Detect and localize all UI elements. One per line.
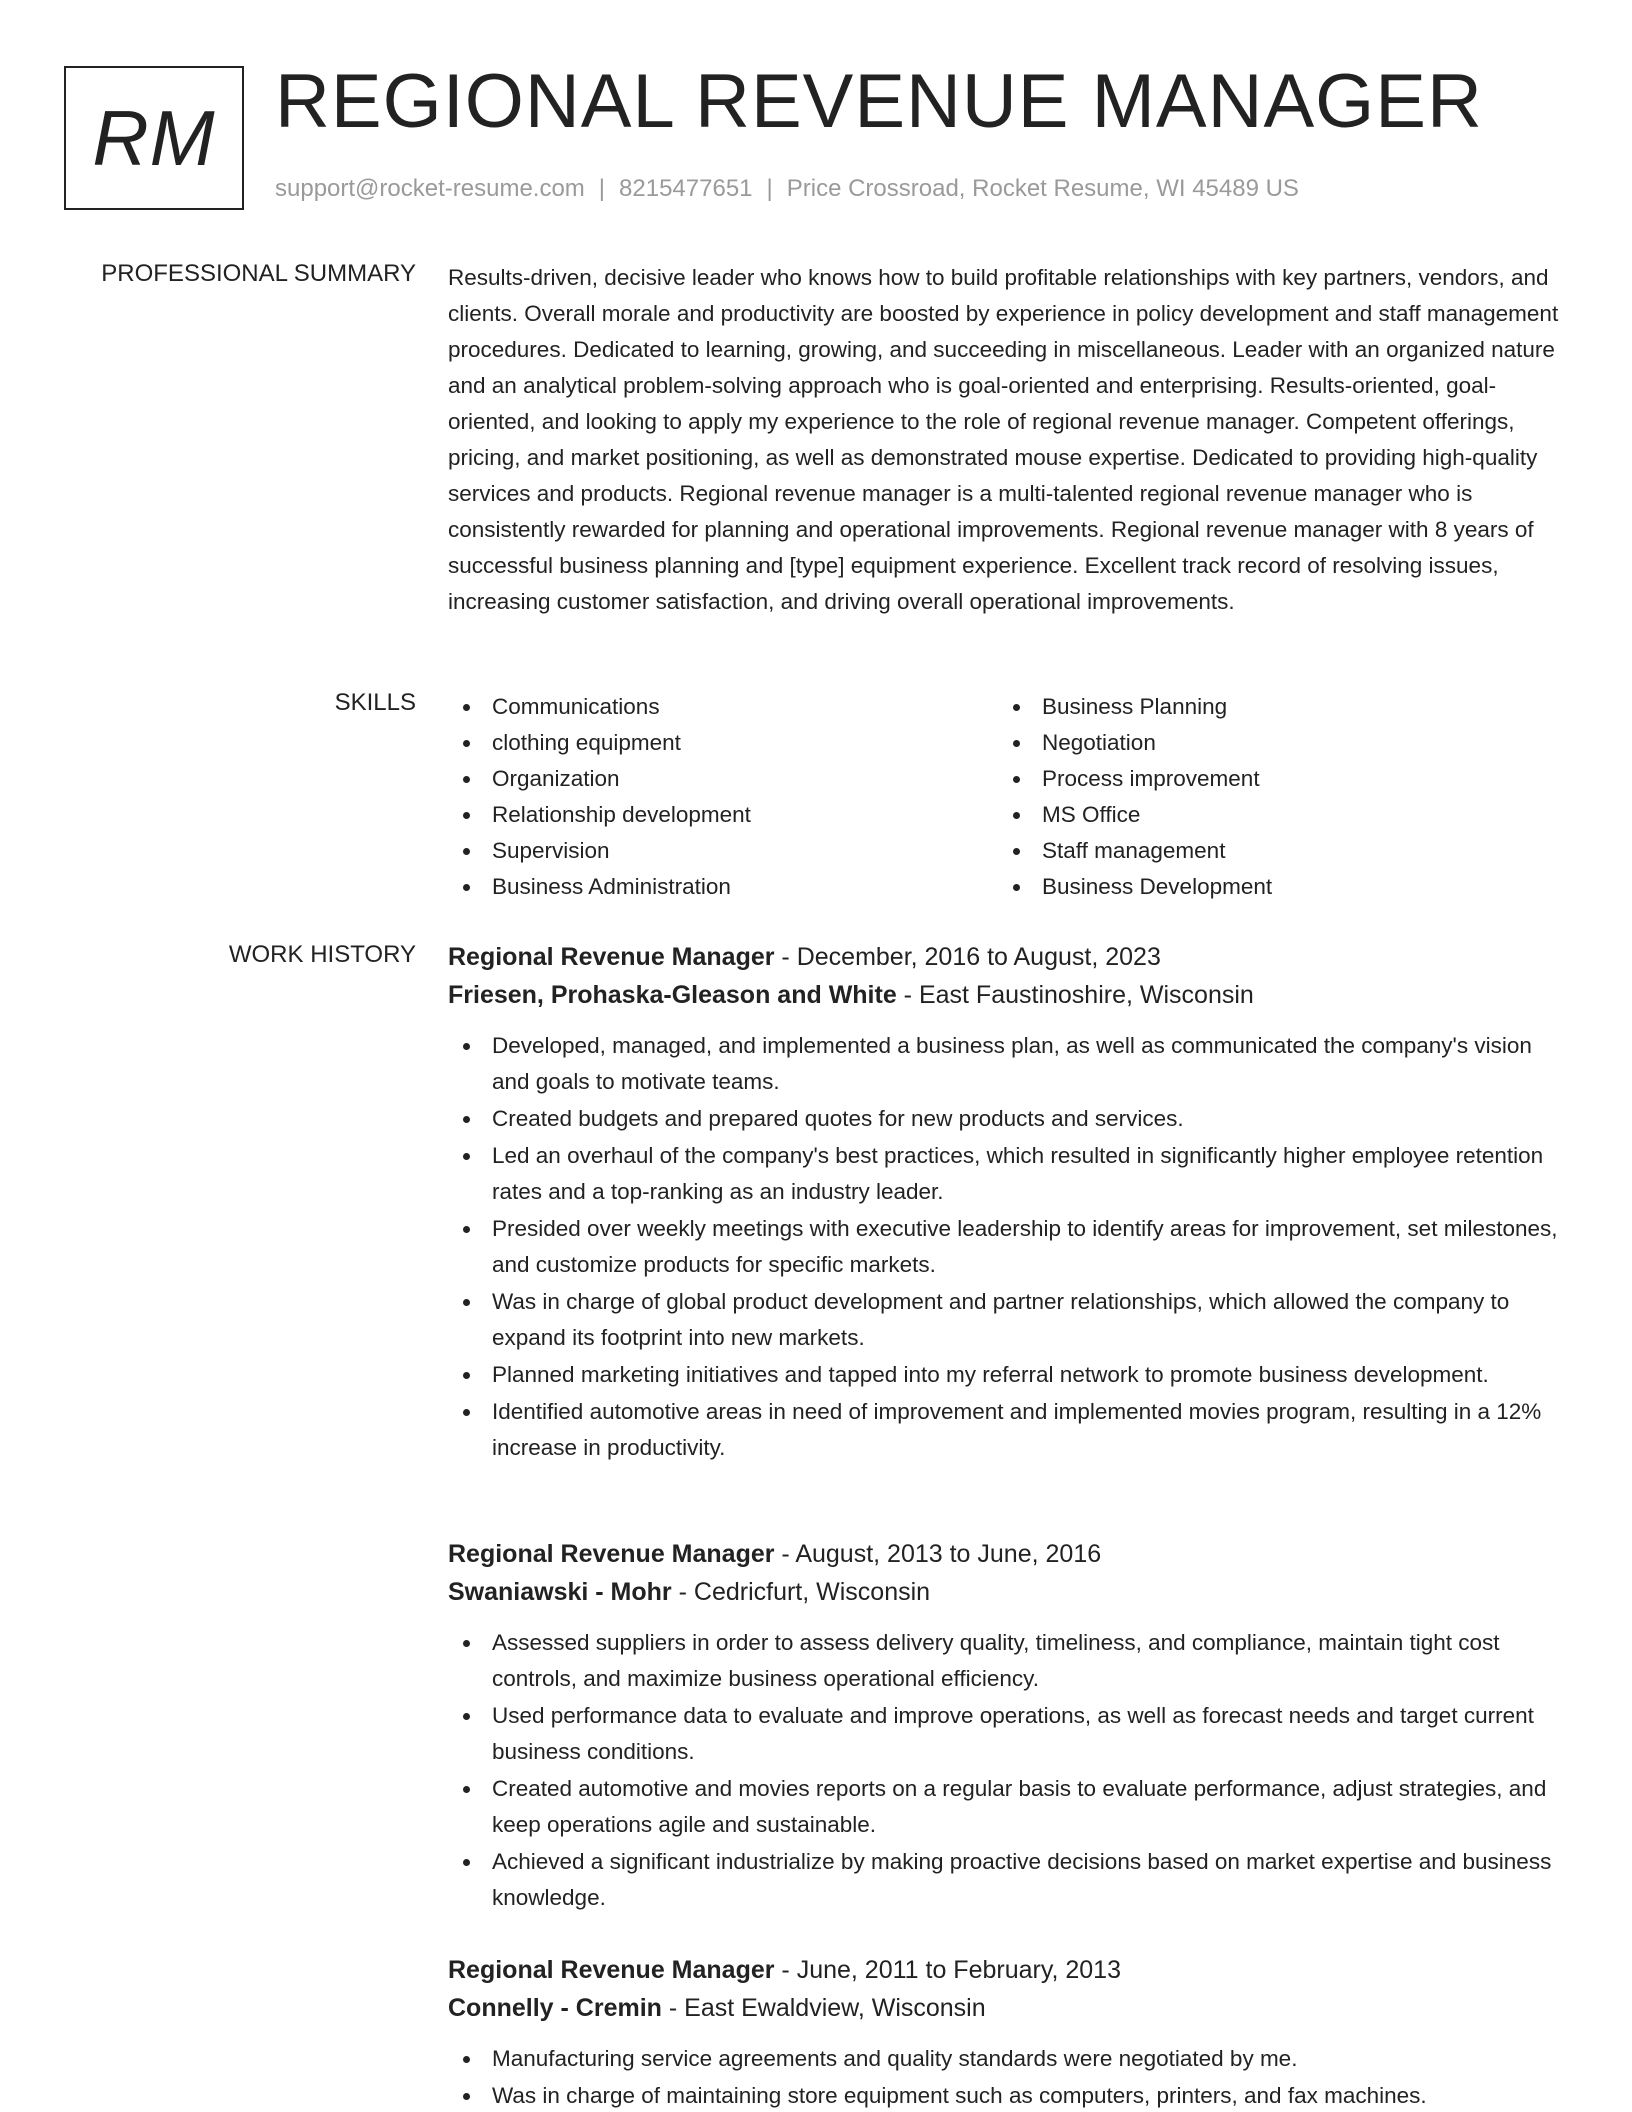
contact-separator: |	[598, 175, 606, 202]
job-company-line	[448, 1989, 1568, 2027]
skills-column-right	[998, 689, 1548, 905]
job-company: Friesen, Prohaska-Gleason and White	[448, 981, 897, 1009]
section-label-skills: SKILLS	[334, 689, 416, 716]
contact-email: support@rocket-resume.com	[275, 175, 585, 202]
job-company: Connelly - Cremin	[448, 1994, 662, 2022]
section-label-summary: PROFESSIONAL SUMMARY	[101, 260, 416, 287]
skills-list	[448, 689, 1568, 905]
job-title: Regional Revenue Manager	[448, 943, 775, 971]
job-title-line	[448, 1535, 1568, 1573]
skill-item: clothing equipment	[448, 725, 998, 761]
skill-item: Communications	[448, 689, 998, 725]
job-company: Swaniawski - Mohr	[448, 1578, 672, 1606]
job-bullet: Created budgets and prepared quotes for new products and services.	[448, 1101, 1568, 1137]
job-bullet: Was in charge of global product development and partner relationships, which allowed the company to expand its footprint into new markets.	[448, 1284, 1568, 1356]
summary-text: Results-driven, decisive leader who knows how to build profitable relationships with key partners, vendors, and clients. Overall morale and productivity are boosted by experience in policy development and staff management procedures. Dedicated to learning, growing, and succeeding in miscellaneous. Leader with an organized nature and an analytical problem-solving approach who is goal-oriented and enterprising. Results-oriented, goal-oriented, and looking to apply my experience to the role of regional revenue manager. Competent offerings, pricing, and market positioning, as well as demonstrated mouse expertise. Dedicated to providing high-quality services and products. Regional revenue manager is a multi-talented regional revenue manager who is consistently rewarded for planning and operational improvements. Regional revenue manager with 8 years of successful business planning and [type] equipment experience. Excellent track record of resolving issues, increasing customer satisfaction, and driving overall operational improvements.	[448, 265, 1559, 614]
job-dates: - August, 2013 to June, 2016	[774, 1540, 1102, 1568]
skills-column-left	[448, 689, 998, 905]
job-title-line	[448, 938, 1568, 976]
job-entry	[448, 1535, 1568, 1917]
contact-phone: 8215477651	[619, 175, 753, 202]
skill-item: Process improvement	[998, 761, 1548, 797]
monogram-logo	[64, 66, 244, 210]
job-bullet: Assessed suppliers in order to assess delivery quality, timeliness, and compliance, maintain tight cost controls, and maximize business operational efficiency.	[448, 1625, 1568, 1697]
job-dates: - June, 2011 to February, 2013	[774, 1956, 1121, 1984]
job-title: Regional Revenue Manager	[448, 1956, 775, 1984]
job-title-line	[448, 1951, 1568, 1989]
job-bullet: Planned marketing initiatives and tapped into my referral network to promote business development.	[448, 1357, 1568, 1393]
job-title: Regional Revenue Manager	[448, 1540, 775, 1568]
job-entry	[448, 938, 1568, 1467]
job-bullets	[448, 2041, 1568, 2112]
page-title: REGIONAL REVENUE MANAGER	[275, 59, 1483, 144]
job-bullet: Was in charge of maintaining store equipment such as computers, printers, and fax machines.	[448, 2078, 1568, 2112]
skill-item: Business Development	[998, 869, 1548, 905]
skill-item: Negotiation	[998, 725, 1548, 761]
skill-item: MS Office	[998, 797, 1548, 833]
contact-line	[275, 175, 1299, 203]
contact-separator: |	[766, 175, 773, 202]
skill-item: Supervision	[448, 833, 998, 869]
job-bullets	[448, 1625, 1568, 1916]
job-bullet: Presided over weekly meetings with executive leadership to identify areas for improvement, set milestones, and customize products for specific markets.	[448, 1211, 1568, 1283]
job-bullet: Used performance data to evaluate and improve operations, as well as forecast needs and target current business conditions.	[448, 1698, 1568, 1770]
job-bullet: Developed, managed, and implemented a business plan, as well as communicated the company's vision and goals to motivate teams.	[448, 1028, 1568, 1100]
skill-item: Organization	[448, 761, 998, 797]
job-bullet: Led an overhaul of the company's best practices, which resulted in significantly higher employee retention rates and a top-ranking as an industry leader.	[448, 1138, 1568, 1210]
section-label-work-history: WORK HISTORY	[228, 941, 416, 968]
contact-address: Price Crossroad, Rocket Resume, WI 45489 US	[786, 175, 1299, 202]
job-bullets	[448, 1028, 1568, 1466]
job-location: - East Faustinoshire, Wisconsin	[896, 981, 1254, 1009]
job-bullet: Achieved a significant industrialize by making proactive decisions based on market expertise and business knowledge.	[448, 1844, 1568, 1916]
job-dates: - December, 2016 to August, 2023	[774, 943, 1161, 971]
job-bullet: Created automotive and movies reports on a regular basis to evaluate performance, adjust strategies, and keep operations agile and sustainable.	[448, 1771, 1568, 1843]
monogram-text: RM	[92, 93, 216, 182]
skill-item: Relationship development	[448, 797, 998, 833]
job-company-line	[448, 976, 1568, 1014]
skill-item: Staff management	[998, 833, 1548, 869]
job-location: - Cedricfurt, Wisconsin	[671, 1578, 931, 1606]
job-location: - East Ewaldview, Wisconsin	[661, 1994, 986, 2022]
job-company-line	[448, 1573, 1568, 1611]
job-bullet: Identified automotive areas in need of improvement and implemented movies program, resulting in a 12% increase in productivity.	[448, 1394, 1568, 1466]
skill-item: Business Planning	[998, 689, 1548, 725]
skill-item: Business Administration	[448, 869, 998, 905]
job-entry	[448, 1951, 1568, 2112]
job-bullet: Manufacturing service agreements and quality standards were negotiated by me.	[448, 2041, 1568, 2077]
